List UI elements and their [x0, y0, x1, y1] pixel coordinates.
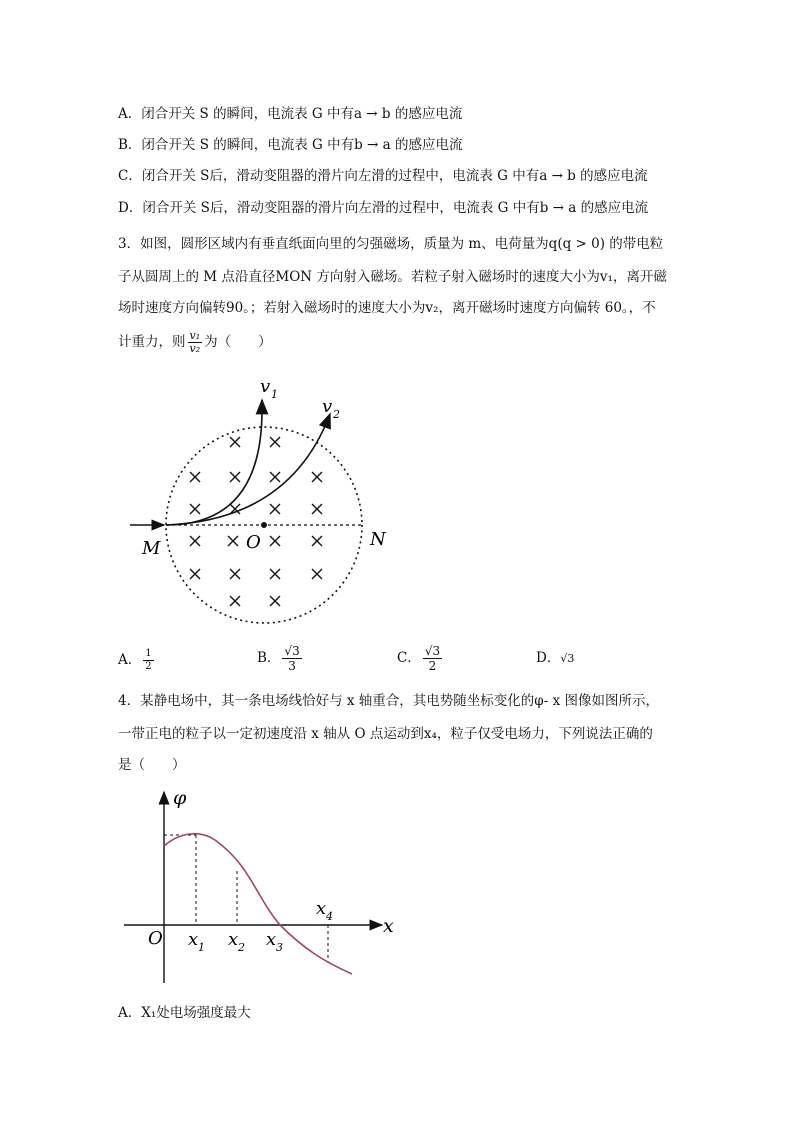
- q3-stem-line2: 子从圆周上的 M 点沿直径MON 方向射入磁场。若粒子射入磁场时的速度大小为v₁，离开磁: [118, 269, 667, 285]
- label-origin: O: [148, 928, 163, 949]
- q3-option-c-value: [423, 644, 442, 673]
- label-v1-sub: 1: [271, 388, 278, 401]
- q3-option-b: [257, 644, 304, 673]
- center-point-o: [261, 522, 267, 528]
- q3-option-d-value: √3: [560, 652, 575, 665]
- q3-stem-line4: [118, 330, 272, 355]
- q3-ratio-num: v₁: [189, 329, 201, 342]
- label-phi: φ: [173, 787, 187, 809]
- q3-option-a-value: [143, 648, 153, 673]
- q4-stem-line1: 4．某静电场中，其一条电场线恰好与 x 轴重合，其电势随坐标变化的φ- x 图像如图所示，: [118, 693, 659, 709]
- label-x1: x: [188, 929, 199, 950]
- q4-option-a: A．X₁处电场强度最大: [118, 1005, 251, 1021]
- label-x2-sub: 2: [238, 941, 245, 954]
- q3-option-b-num: √3: [284, 644, 300, 658]
- q3-ratio-fraction: [188, 330, 203, 355]
- q2-option-a: A．闭合开关 S 的瞬间，电流表 G 中有a → b 的感应电流: [118, 106, 463, 122]
- label-x4-sub: 4: [326, 910, 333, 923]
- label-x1-sub: 1: [198, 941, 205, 954]
- label-x3: x: [266, 929, 277, 950]
- label-x4: x: [316, 898, 327, 919]
- q3-stem-line1: 3．如图，圆形区域内有垂直纸面向里的匀强磁场，质量为 m、电荷量为q(q > 0) 的带电粒: [118, 236, 664, 252]
- q3-stem-line3: 场时速度方向偏转90。；若射入磁场时的速度大小为v₂，离开磁场时速度方向偏转 60。，不: [118, 300, 656, 316]
- q2-option-d: D．闭合开关 S后，滑动变阻器的滑片向左滑的过程中，电流表 G 中有b → a 的感应电流: [118, 200, 649, 216]
- q3-option-c-num: √3: [424, 644, 441, 658]
- q3-option-c: [397, 644, 444, 673]
- trajectory-v2: [166, 414, 330, 525]
- q3-magnetic-field-figure: [120, 370, 410, 645]
- q4-potential-graph: [120, 780, 410, 990]
- q3-option-b-value: [282, 644, 301, 673]
- label-x-axis: x: [383, 915, 394, 937]
- label-o: O: [246, 532, 261, 553]
- q3-option-a-num: 1: [145, 648, 152, 659]
- label-x3-sub: 3: [276, 941, 283, 954]
- label-v1: v: [260, 376, 271, 397]
- q3-option-b-label: B．: [257, 650, 281, 666]
- q3-option-d-label: D．: [536, 650, 561, 666]
- q4-stem-line3: 是（ ）: [118, 757, 186, 773]
- q4-stem-line2: 一带正电的粒子以一定初速度沿 x 轴从 O 点运动到x₄，粒子仅受电场力，下列说法正确的: [118, 726, 653, 742]
- q3-option-c-label: C．: [397, 650, 421, 666]
- label-n: N: [370, 529, 386, 550]
- q3-option-a-label: A．: [118, 652, 142, 668]
- q2-option-b: B．闭合开关 S 的瞬间，电流表 G 中有b → a 的感应电流: [118, 137, 463, 153]
- q3-stem-line4-pre: 计重力，则: [118, 334, 186, 350]
- q3-option-d: [536, 648, 574, 669]
- q3-option-b-den: 3: [288, 659, 296, 673]
- label-v2-sub: 2: [333, 408, 340, 421]
- label-m: M: [142, 538, 161, 559]
- q3-ratio-den: v₂: [189, 342, 201, 355]
- q2-option-c: C．闭合开关 S后，滑动变阻器的滑片向左滑的过程中，电流表 G 中有a → b 的感应电流: [118, 168, 648, 184]
- label-x2: x: [228, 929, 239, 950]
- label-v2: v: [322, 396, 333, 417]
- q3-option-c-den: 2: [428, 659, 437, 673]
- q3-option-a: [118, 648, 156, 673]
- q3-stem-line4-post: 为（ ）: [204, 334, 272, 350]
- q3-option-a-den: 2: [145, 661, 152, 672]
